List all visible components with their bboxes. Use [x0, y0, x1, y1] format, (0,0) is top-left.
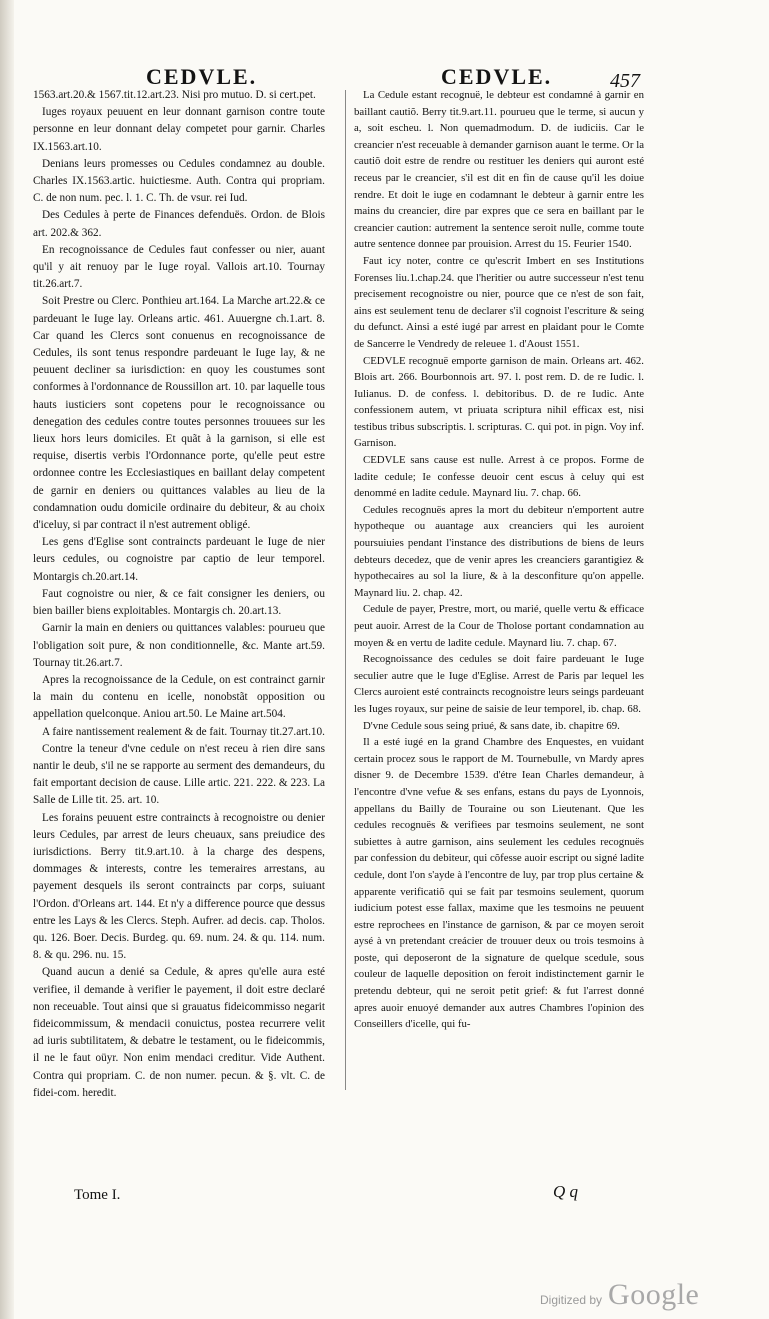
paragraph: Garnir la main en deniers ou quittances valables: pourueu que l'obligation soit pure, & non conditionnelle, &c. Mante art.59. Tournay tit.26.art.7. [33, 622, 325, 669]
paragraph: Recognoissance des cedules se doit faire pardeuant le Iuge seculier autre que le Iuge d'Eglise. Arrest de Paris par lequel les Clercs auroient esté contraincts recognoistre leurs seings pardeuant les Iuges royaux, sur peine de saisie de leur temporel, ib. chap. 68. [354, 653, 644, 715]
paragraph: Cedule de payer, Prestre, mort, ou marié, quelle vertu & efficace peut auoir. Arrest de la Cour de Tholose portant condamnation au moyen & en vertu de ladite cedule. Maynard liu. 7. chap. 67. [354, 603, 644, 649]
footer-signature-mark: Q q [553, 1182, 579, 1201]
paragraph: D'vne Cedule sous seing priué, & sans date, ib. chapitre 69. [363, 719, 620, 732]
paragraph: A faire nantissement realement & de fait. Tournay tit.27.art.10. [42, 725, 325, 738]
paragraph: Il a esté iugé en la grand Chambre des Enquestes, en vuidant certain procez sous le rapport de M. Tournebulle, vn Mardy apres disner 9. de Decembre 1539. d'étre Iean Charles demandeur, à l'encontre d'vne vefue & ses enfans, estans du pays de Lyonnois, appellans du Bailly de Touraine ou son Lieutenant. Que les cedules recognuës & verifiees par tesmoins seulement, ne sont subiettes à autre garnison, ains seulement les cedules recognuës par confession du debiteur, qui cõfesse auoir escript ou signé ladite cedule, dont l'on s'ayde à l'encontre de luy, par trop plus certaine & apparente verificatiõ qui se fait par tesmoins seulement, quorum iudicium potest esse fallax, maxime que les tesmoins ne peuuent estre reprochees en l'instance de garnison, & par ce moyen seroit aysé à vn pretendant creácier de trouuer deux ou trois tesmoins à poste, qui deposeront de la signature de quelque scedule, sous couleur de laquelle deposition on feroit indistinctement garnir le pretendu debteur, qui ne seroit petit grief: & fut l'arrest donné apres auoir enuoyé demander aux autres Chambres l'opinion des Conseillers d'icelle, qui fu- [354, 736, 644, 1031]
paragraph: Quand aucun a denié sa Cedule, & apres qu'elle aura esté verifiee, il demande à verifier le payement, il doit estre declaré non receuable. Tout ainsi que si grauatus fideicommisso negarit fideicommissum, & mendacii conuictus, postea recurrere velit ad iuris subtilitatem, & debatre le testament, ou le fideicommis, il ne le faut oüyr. Non enim mendaci creditur. Vide Authent. Contra qui propriam. C. de non numer. pecun. & §. vlt. C. de fidei-com. heredit. [33, 966, 325, 1099]
paragraph: Contre la teneur d'vne cedule on n'est receu à rien dire sans nantir le deub, s'il ne se rapporte au serment des demandeurs, du fait emportant decision de cause. Lille artic. 221. 222. & 223. La Salle de Lille tit. 25. art. 10. [33, 742, 325, 807]
left-column [33, 87, 325, 1117]
page-number: 457 [610, 70, 640, 92]
paragraph: Les gens d'Eglise sont contraincts pardeuant le Iuge de nier leurs cedules, ou cognoistre par captio de leur temporel. Montargis ch.20.art.14. [33, 536, 325, 583]
paragraph: Denians leurs promesses ou Cedules condamnez au double. Charles IX.1563.artic. huictiesme. Auth. Contra qui propriam. C. de non num. pec. l. 1. C. Th. de vsur. rei Iud. [33, 157, 325, 205]
right-column [354, 87, 644, 1092]
page-gutter [0, 0, 14, 1319]
paragraph: En recognoissance de Cedules faut confesser ou nier, auant qu'il y ait renuoy par le Iuge royal. Vallois art.10. Tournay tit.26.art.7. [33, 243, 325, 291]
paragraph: CEDVLE recognuë emporte garnison de main. Orleans art. 462. Blois art. 266. Bourbonnois art. 97. l. post rem. D. de re Iudic. l. Iulianus. D. de confess. l. debitoribus. D. de re Iudic. Ante confessionem autem, vt priuata scriptura nihil efficax est, nisi testibus tribus subscriptis. l. scripturas. C. qui pot. in pign. Voy inf. Garnison. [354, 354, 644, 450]
paragraph: Cedules recognuës apres la mort du debiteur n'emportent autre hypotheque ou auantage aux creanciers qui les auroient poursuiuies pendant l'instance des distributions de biens de leurs debteurs decedez, que de venir apres les creanciers garantigiez & hypothecaires au sol la liure, & à la desconfiture qu'on appelle. Maynard liu. 2. chap. 42. [354, 503, 644, 599]
paragraph: Apres la recognoissance de la Cedule, on est contrainct garnir la main du contenu en icelle, nonobstãt opposition ou appellation quelconque. Aniou art.50. Le Maine art.504. [33, 673, 325, 721]
paragraph: Iuges royaux peuuent en leur donnant garnison contre toute personne en leur donnant delay competet pour garnir. Charles IX.1563.art.10. [33, 106, 325, 153]
footer-tome: Tome I. [74, 1187, 121, 1203]
running-head-left: CEDVLE. [146, 64, 258, 89]
digitized-by-label: Digitized by [540, 1293, 603, 1307]
paragraph: La Cedule estant recognuë, le debteur est condamné à garnir en baillant cautiõ. Berry tit.9.art.11. pourueu que le terme, si aucun y a, soit escheu. l. Non quemadmodum. D. de iudiciis. Car le creancier n'est receuable à demander garnison auant le terme. Or la cautiõ doit estre de rendre ou restituer les deniers qui auront esté receus par le creancier, s'il est dit en fin de cause qu'il les doiue rendre. Et doit le iuge en codamnant le debteur à garnir entre les mains du creancier, dire par expres que ce sera en baillant par le creancier caution: autrement la sentence seroit nulle, comme toute autre sentence donnee par prouision. Arrest du 15. Feurier 1540. [354, 89, 644, 251]
digitized-watermark [540, 1278, 700, 1311]
paragraph: CEDVLE sans cause est nulle. Arrest à ce propos. Forme de ladite cedule; Ie confesse deuoir cent escus à celuy qui est denommé en ladite cedule. Maynard liu. 7. chap. 66. [354, 454, 644, 500]
running-head-right: CEDVLE. [441, 64, 553, 89]
google-logo: Google [608, 1278, 700, 1311]
paragraph: Des Cedules à perte de Finances defenduës. Ordon. de Blois art. 202.& 362. [33, 209, 325, 239]
paragraph: Soit Prestre ou Clerc. Ponthieu art.164. La Marche art.22.& ce pardeuant le Iuge lay. Orleans artic. 461. Auuergne ch.1.art. 8. Car quand les Clercs sont conuenus en recognoissance de Cedules, ils sont tenus respondre pardeuant le Iuge lay, & ne peuuent decliner sa iurisdiction: en quoy les coustumes sont conformes à l'ordonnance de Roussillon art. 10. par laquelle tous hauts iusticiers sont copetens pour le recognoissance ou denegation des cedules contre toutes personnes trouuees sur les lieux hors leurs domiciles. Et quãt à la garnison, si elle est requise, disertis verbis l'Ordonnance porte, qu'elle peut estre ordonnee contre les Ecclesiastiques en baillant delay competent de garnir en deniers ou quittances valables au lieu de la condamnation oudu domicile ordinaire du debiteur, & au choix d'iceluy, si par contract il n'est autrement obligé. [33, 295, 325, 532]
paragraph: Faut cognoistre ou nier, & ce fait consigner les deniers, ou bien bailler biens exploitables. Montargis ch. 20.art.13. [33, 587, 325, 618]
paragraph: 1563.art.20.& 1567.tit.12.art.23. Nisi pro mutuo. D. si cert.pet. [33, 89, 316, 101]
paragraph: Les forains peuuent estre contraincts à recognoistre ou denier leurs Cedules, par arrest de leurs cheuaux, sans preiudice des iurisdictions. Berry tit.9.art.10. à la charge des despens, dommages & interests, contre les temeraires arrestans, au payement desquels ils seront contraincts par corps, suiuant l'Ordon. d'Orleans art. 144. Et n'y a difference pource que dessus entre les Lays & les Clercs. Steph. Aufrer. ad decis. cap. Tholos. qu. 126. Boer. Decis. Burdeg. qu. 69. num. 24. & qu. 114. num. 8. & qu. 296. nu. 15. [33, 811, 325, 962]
column-divider [345, 90, 346, 1090]
paragraph: Faut icy noter, contre ce qu'escrit Imbert en ses Institutions Forenses liu.1.chap.24. que l'heritier ou autre successeur n'est tenu precisement recognoistre ou nier, pource que ce n'est de son fait, ains est seulement tenu de declarer s'il cognoist l'escriture & seing du defunct. Ainsi a esté iugé par arrest en plaidant pour le Comte de Sancerre le Vendredy de releuee 1. d'Aoust 1551. [354, 254, 644, 350]
